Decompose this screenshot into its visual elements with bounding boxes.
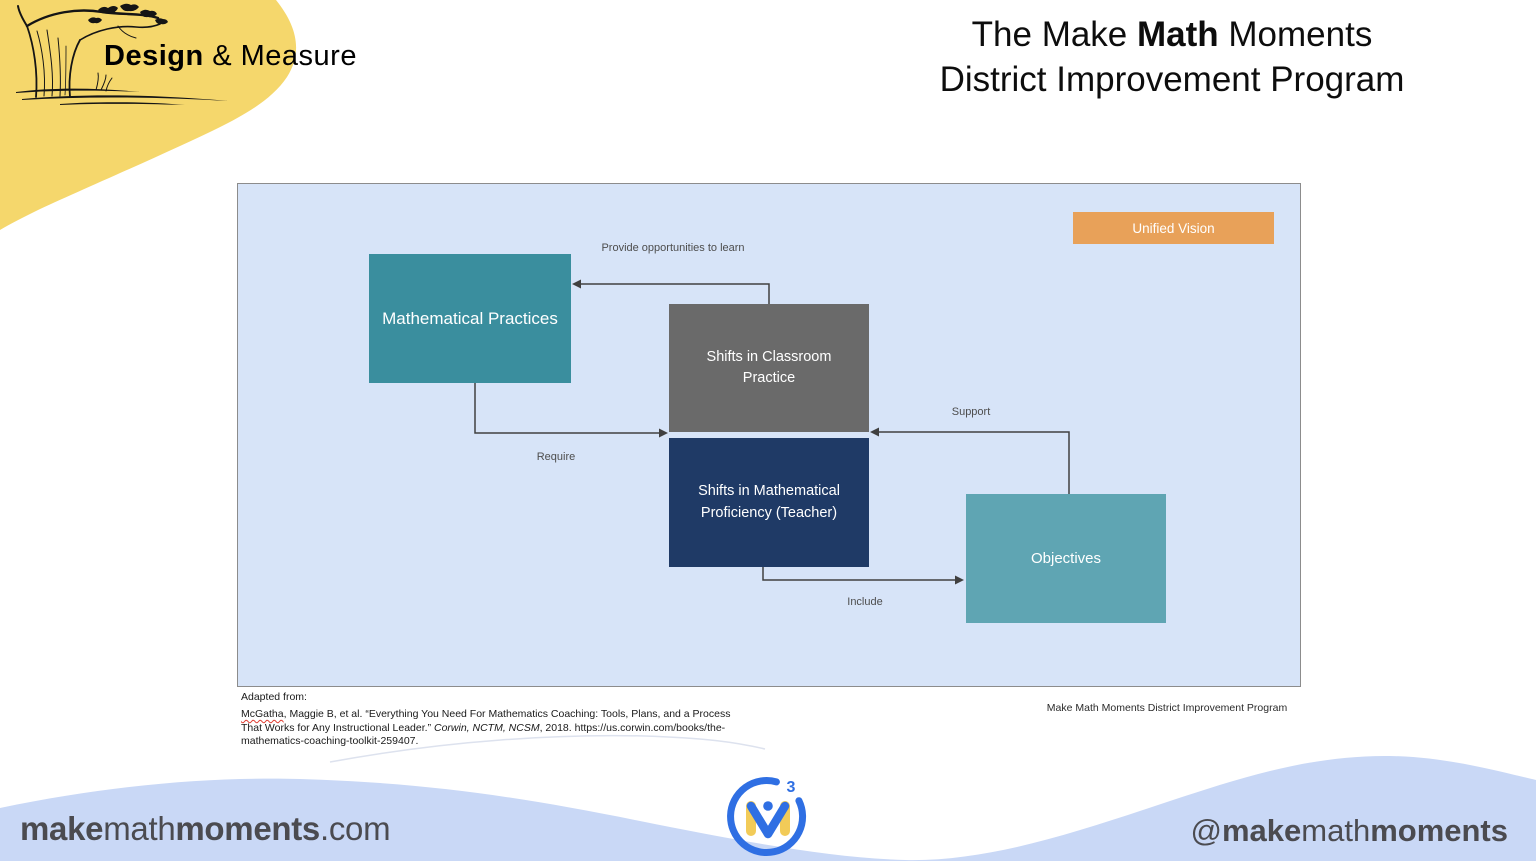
arrow-label-include: Include [847,596,883,608]
mathematical-practices-box: Mathematical Practices [369,254,571,383]
page-title-line1: The Make Math Moments [971,15,1373,54]
page-title-line2: District Improvement Program [939,60,1405,99]
citation-line-3: mathematics-coaching-toolkit-259407. [241,735,419,747]
make-math-moments-logo [719,770,815,861]
objectives-box: Objectives [966,494,1166,623]
arrow-require-line [475,383,662,433]
arrow-label-require: Require [536,451,576,463]
page-title [860,12,1484,102]
arrow-include-line [763,567,958,580]
unified-vision-box: Unified Vision [1073,212,1274,244]
arrow-require-head [659,429,668,438]
footer-wave-faint-line [330,736,765,762]
footer-social-handle: @makemathmoments [1190,813,1508,848]
logo-dot [763,801,773,811]
logo-exponent: 3 [786,779,796,796]
diagram-caption: Make Math Moments District Improvement Program [1046,702,1288,714]
arrow-support-head [870,428,879,437]
arrow-provide-line [580,284,769,304]
citation-journal: Corwin, NCTM, NCSM [433,721,540,734]
citation-line-2: That Works for Any Instructional Leader.” Corwin, NCTM, NCSM, 2018. https://us.corwin.com/books/the- [241,721,726,734]
corner-label-bold: Design [104,40,204,72]
diagram-panel [237,183,1301,687]
citation-author: McGatha [241,708,284,720]
arrow-include-head [955,576,964,585]
arrow-support-line [878,432,1069,494]
citation-intro: Adapted from: [241,691,307,703]
shifts-classroom-practice-box: Shifts in Classroom Practice [669,304,869,432]
shifts-mathematical-proficiency-box: Shifts in Mathematical Proficiency (Teacher) [669,438,869,567]
corner-label-rest: & Measure [203,40,357,72]
arrow-provide-head [572,280,581,289]
arrow-label-provide: Provide opportunities to learn [601,242,745,254]
arrow-label-support: Support [951,406,991,418]
corner-label [104,40,357,73]
citation-line-1: McGatha, Maggie B, et al. “Everything You Need For Mathematics Coaching: Tools, Plans, and a Process [241,708,731,720]
footer-site-url: makemathmoments.com [20,810,391,847]
